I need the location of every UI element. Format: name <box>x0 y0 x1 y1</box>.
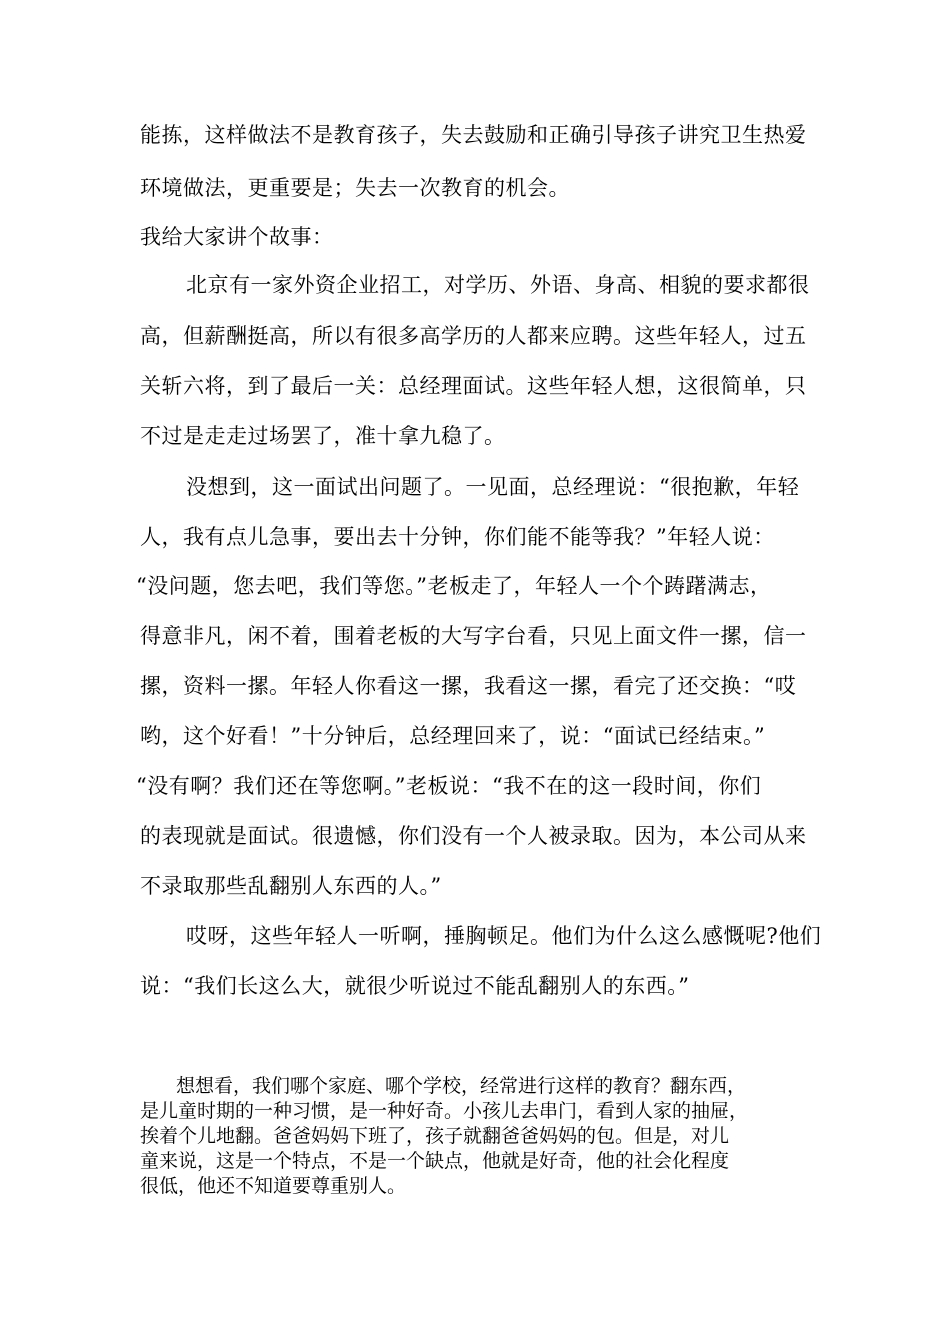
paragraph-5-line-1: 哎呀，这些年轻人一听啊，捶胸顿足。他们为什么这么感慨呢?他们 <box>186 924 822 948</box>
paragraph-6-line-1: 想想看，我们哪个家庭、哪个学校，经常进行这样的教育？翻东西， <box>176 1075 747 1097</box>
paragraph-1-line-1: 能拣，这样做法不是教育孩子，失去鼓励和正确引导孩子讲究卫生热爱 <box>140 123 807 147</box>
paragraph-6 <box>140 1074 820 1199</box>
paragraph-4-line-5: 摞，资料一摞。年轻人你看这一摞，我看这一摞，看完了还交换：“哎 <box>140 674 797 698</box>
paragraph-5-line-2: 说：“我们长这么大，就很少听说过不能乱翻别人的东西。” <box>140 974 690 998</box>
paragraph-4-line-8: 的表现就是面试。很遗憾，你们没有一个人被录取。因为，本公司从来 <box>140 824 807 848</box>
paragraph-1-line-2: 环境做法，更重要是；失去一次教育的机会。 <box>140 176 570 200</box>
paragraph-6-line-3: 挨着个儿地翻。爸爸妈妈下班了，孩子就翻爸爸妈妈的包。但是，对儿 <box>140 1125 730 1147</box>
paragraph-3-line-4: 不过是走走过场罢了，准十拿九稳了。 <box>140 424 506 448</box>
paragraph-6-line-4: 童来说，这是一个特点，不是一个缺点，他就是好奇，他的社会化程度 <box>140 1150 730 1172</box>
paragraph-4-line-2: 人，我有点儿急事，要出去十分钟，你们能不能等我？”年轻人说： <box>140 525 775 549</box>
paragraph-6-line-2: 是儿童时期的一种习惯，是一种好奇。小孩儿去串门，看到人家的抽屉， <box>140 1100 749 1122</box>
paragraph-4-line-1: 没想到，这一面试出问题了。一见面，总经理说：“很抱歉，年轻 <box>186 475 800 499</box>
paragraph-3-line-1: 北京有一家外资企业招工，对学历、外语、身高、相貌的要求都很 <box>186 273 810 297</box>
paragraph-3-line-2: 高，但薪酬挺高，所以有很多高学历的人都来应聘。这些年轻人，过五 <box>140 324 807 348</box>
paragraph-2: 我给大家讲个故事： <box>140 225 334 249</box>
paragraph-4-line-6: 哟，这个好看！”十分钟后，总经理回来了，说：“面试已经结束。” <box>140 724 766 748</box>
paragraph-4-line-4: 得意非凡，闲不着，围着老板的大写字台看，只见上面文件一摞，信一 <box>140 624 807 648</box>
paragraph-6-line-5: 很低，他还不知道要尊重别人。 <box>140 1175 407 1197</box>
paragraph-4-line-9: 不录取那些乱翻别人东西的人。” <box>140 874 442 898</box>
paragraph-4-line-3: “没问题，您去吧，我们等您。”老板走了，年轻人一个个踌躇满志， <box>136 574 772 598</box>
paragraph-4-line-7: “没有啊？我们还在等您啊。”老板说：“我不在的这一段时间，你们 <box>136 774 762 798</box>
paragraph-3-line-3: 关斩六将，到了最后一关：总经理面试。这些年轻人想，这很简单，只 <box>140 374 807 398</box>
